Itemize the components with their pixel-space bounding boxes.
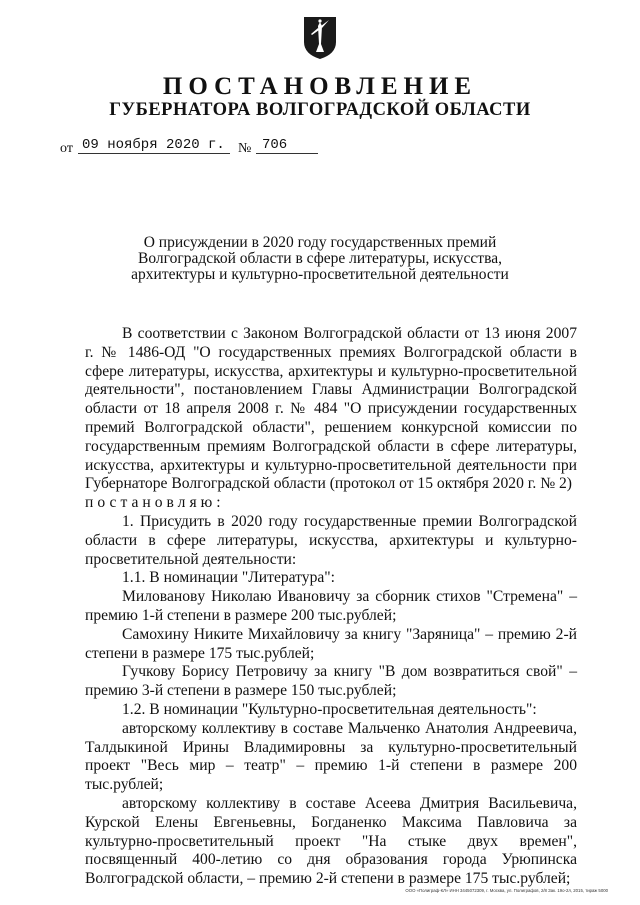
document-title: ПОСТАНОВЛЕНИЕ [162, 73, 478, 100]
printer-imprint: ООО «Полиграф-КЛ» ИНН 3445072309, г. Москва, ул. Полиграфов, 2/8 Зак. 19о-2л, 2015, тираж 5000 [405, 888, 608, 893]
document-date: 09 ноября 2020 г. [82, 137, 225, 153]
item-1-paragraph: 1. Присудить в 2020 году государственные премии Волгоградской области в сфере литературы, искусства, архитектуры и культурно-просветительной деятельности: [85, 512, 577, 568]
document-subject: О присуждении в 2020 году государственных премий Волгоградской области в сфере литературы, искусства, архитектуры и культурно-просветительной деятельности [131, 234, 509, 283]
item-1-1-heading: 1.1. В номинации "Литература": [122, 569, 336, 587]
document-meta [0, 137, 640, 157]
award-paragraph: Миловановy Николаю Ивановичу за сборник стихов "Стремена" – премию 1-й степени в размере 200 тыс.рублей; [85, 588, 577, 624]
document-body [85, 325, 577, 889]
number-underline [256, 153, 318, 154]
decree-word: постановляю: [85, 494, 225, 512]
date-prefix: от [60, 141, 73, 156]
document-number: 706 [262, 137, 288, 153]
volgograd-coat-of-arms-icon [303, 16, 337, 60]
award-paragraph: Самохину Никите Михайловичу за книгу "Заряница" – премию 2-й степени в размере 175 тыс.рублей; [85, 625, 577, 662]
document-subtitle: ГУБЕРНАТОРА ВОЛГОГРАДСКОЙ ОБЛАСТИ [109, 100, 531, 120]
award-paragraph: Гучкову Борису Петровичу за книгу "В дом возвратиться свой" – премию 3-й степени в размере 150 тыс.рублей; [85, 663, 577, 700]
award-paragraph: авторскому коллективу в составе Мальченко Анатолия Андреевича, Талдыкиной Ирины Владимировны за культурно-просветительный проект "Весь мир – театр" – премию 1-й степени в размере 200 тыс.рублей; [85, 719, 577, 794]
award-paragraph: авторскому коллективу в составе Асеева Дмитрия Васильевича, Курской Елены Евгеньевны, Богданенко Максима Павловича за культурно-просветительный проект "На стыке двух времен", посвященный 400-летию со дня образования города Урюпинска Волгоградской области, – премию 2-й степени в размере 175 тыс.рублей; [85, 794, 577, 888]
item-1-2-heading: 1.2. В номинации "Культурно-просветительная деятельность": [122, 700, 537, 718]
date-underline [78, 153, 230, 154]
preamble-paragraph: В соответствии с Законом Волгоградской области от 13 июня 2007 г. № 1486-ОД "О государственных премиях Волгоградской области в сфере литературы, искусства, архитектуры и культурно-просветительной деятельности", постановлением Главы Администрации Волгоградской области от 18 апреля 2008 г. № 484 "О присуждении государственных премий Волгоградской области", решением конкурсной комиссии по государственным премиям Волгоградской области в сфере литературы, искусства, архитектуры и культурно-просветительной деятельности при Губернаторе Волгоградской области (протокол от 15 октября 2020 г. № 2) [85, 325, 577, 493]
number-label: № [238, 141, 252, 156]
